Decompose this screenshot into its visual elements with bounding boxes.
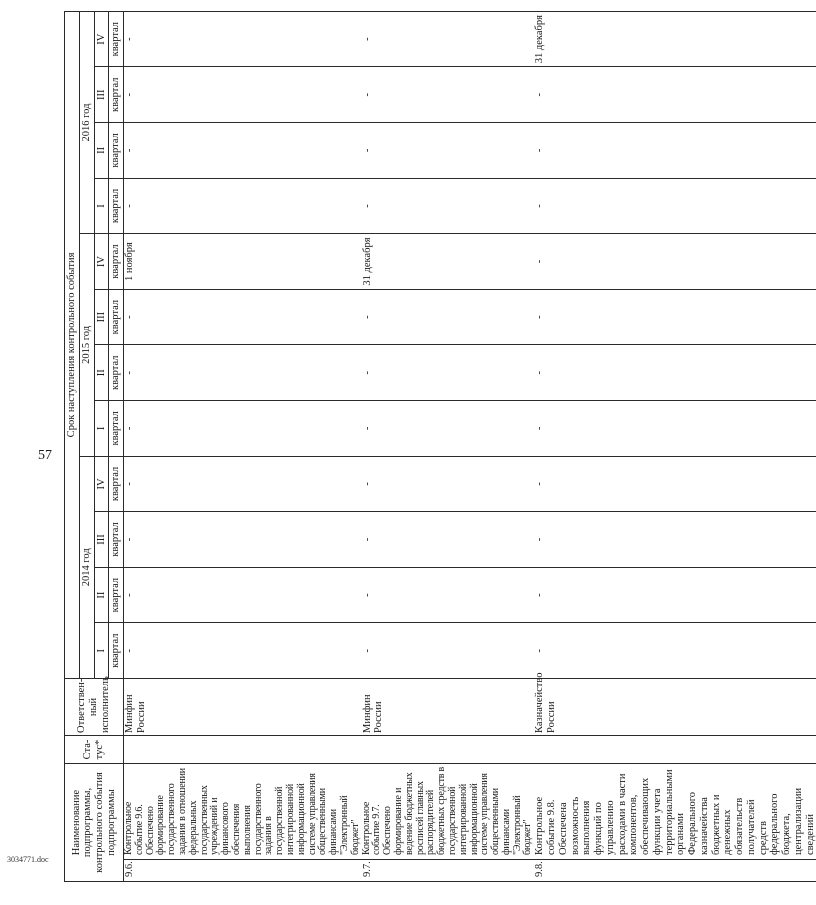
schedule-table [64,11,816,882]
row-status [124,736,362,764]
quarter-cell: - [534,289,816,345]
quarter-cell: - [124,567,362,623]
row-executor: Минфин России [124,679,362,736]
table-row [124,11,362,881]
quarter-cell: - [124,623,362,679]
row-executor: Казначейство России [534,679,816,736]
quarter-cell: - [362,512,535,568]
quarter-cell: - [534,67,816,123]
quarter-cell: - [534,401,816,457]
quarter-cell: - [534,623,816,679]
header-quarter-word: квартал [109,178,124,234]
header-status: Ста-тус* [65,736,124,764]
quarter-cell: - [362,11,535,67]
quarter-cell: - [534,345,816,401]
header-quarter-numeral: II [95,567,109,623]
header-quarter-word: квартал [109,123,124,179]
quarter-cell: - [362,623,535,679]
header-quarter-word: квартал [109,345,124,401]
quarter-cell: - [124,345,362,401]
header-quarter-numeral: II [95,123,109,179]
quarter-cell: - [362,567,535,623]
quarter-cell: - [124,289,362,345]
header-quarter-numeral: I [95,178,109,234]
quarter-cell: - [124,512,362,568]
quarter-cell: - [362,345,535,401]
row-number: 9.8. [534,860,816,882]
quarter-cell: 1 ноября [124,234,362,290]
quarter-cell: - [534,178,816,234]
quarter-cell: - [362,178,535,234]
header-quarter-numeral: IV [95,11,109,67]
event-name: Контрольное событие 9.7. Обеспечено формирование и ведение бюджетных росписей главных распорядителей бюджетных средств в государственной интегрированной информационной системе управления общественными финансами "Электронный бюджет" [362,764,535,860]
quarter-cell: - [124,11,362,67]
header-quarter-numeral: III [95,67,109,123]
quarter-cell: - [534,456,816,512]
quarter-cell: - [124,456,362,512]
event-name: Контрольное событие 9.8. Обеспечена возможность выполнения функций по управлению расходами в части компонентов, обеспечивающих функции учета территориальными органами Федерального казначейства бюджетных и денежных обязательств получателей средств федерального бюджета, централизации сведений [534,764,816,860]
table-row [362,11,535,881]
rotated-page [64,12,816,882]
row-number: 9.6. [124,860,362,882]
header-name: Наименование подпрограммы, контрольного события подпрограммы [65,764,124,882]
header-quarter-numeral: III [95,512,109,568]
header-quarter-numeral: II [95,345,109,401]
quarter-cell: 31 декабря [362,234,535,290]
footer-document-id: 3034771.doc [7,855,49,864]
row-number: 9.7. [362,860,535,882]
header-year: 2015 год [80,234,95,456]
header-quarter-word: квартал [109,623,124,679]
quarter-cell: - [362,456,535,512]
header-year: 2016 год [80,11,95,233]
header-quarter-numeral: I [95,623,109,679]
quarter-cell: - [124,401,362,457]
row-executor: Минфин России [362,679,535,736]
quarter-cell: - [362,67,535,123]
quarter-cell: - [124,67,362,123]
quarter-cell: 31 декабря [534,11,816,67]
quarter-cell: - [124,123,362,179]
header-quarter-numeral: IV [95,234,109,290]
header-quarter-word: квартал [109,567,124,623]
quarter-cell: - [534,512,816,568]
header-quarter-word: квартал [109,11,124,67]
header-quarter-numeral: IV [95,456,109,512]
event-name: Контрольное событие 9.6. Обеспечено формирование государственного задания в отношении федеральных государственных учреждений и финансового обеспечения выполнения государственного задания в государственной интегрированной информационной системе управления общественными финансами "Электронный бюджет" [124,764,362,860]
quarter-cell: - [534,234,816,290]
header-quarter-word: квартал [109,401,124,457]
quarter-cell: - [124,178,362,234]
quarter-cell: - [362,123,535,179]
header-quarter-word: квартал [109,67,124,123]
page-number: 57 [38,448,52,463]
row-status [362,736,535,764]
row-status [534,736,816,764]
quarter-cell: - [534,567,816,623]
header-term: Срок наступления контрольного события [65,11,80,678]
quarter-cell: - [534,123,816,179]
header-quarter-numeral: III [95,289,109,345]
quarter-cell: - [362,401,535,457]
header-quarter-numeral: I [95,401,109,457]
header-quarter-word: квартал [109,512,124,568]
table-row [534,11,816,881]
header-quarter-word: квартал [109,234,124,290]
header-quarter-word: квартал [109,289,124,345]
header-executor: Ответствен-ный исполнитель [65,679,124,736]
header-quarter-word: квартал [109,456,124,512]
header-year: 2014 год [80,456,95,678]
quarter-cell: - [362,289,535,345]
